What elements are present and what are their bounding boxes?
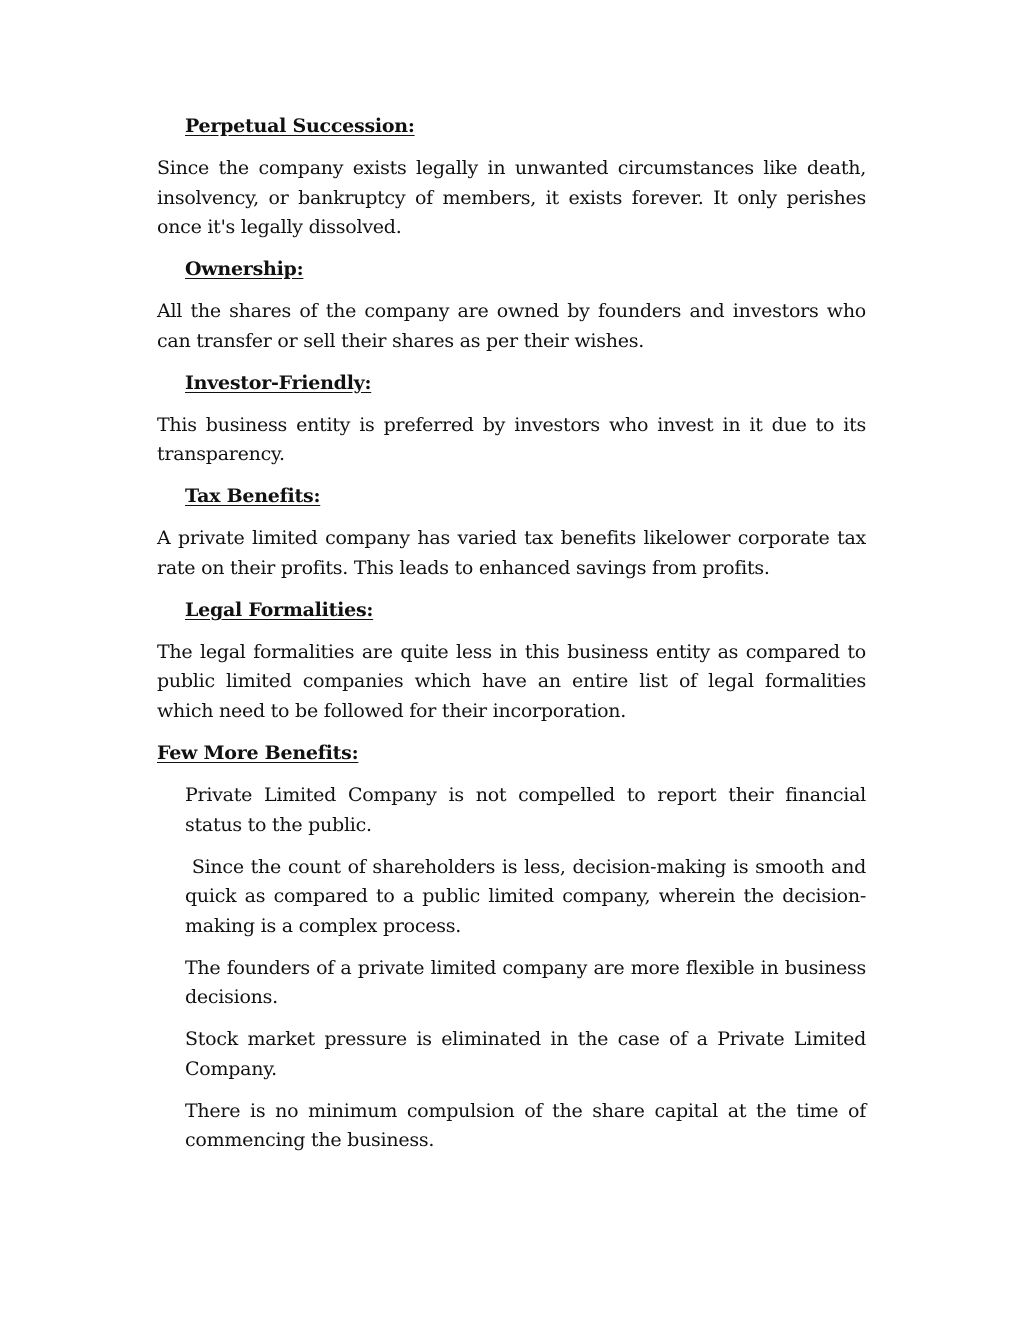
document-page <box>157 112 872 1168</box>
section-body-perpetual-succession: Since the company exists legally in unwanted circumstances like death, insolvency, or bankruptcy of members, it exists forever. It only perishes once it's legally dissolved. <box>157 156 866 239</box>
benefit-item: There is no minimum compulsion of the share capital at the time of commencing the business. <box>185 1099 866 1152</box>
section-heading-tax-benefits: Tax Benefits: <box>185 485 321 508</box>
benefit-item: Private Limited Company is not compelled to report their financial status to the public. <box>185 783 866 836</box>
few-more-benefits-heading: Few More Benefits: <box>157 742 359 764</box>
benefit-item: Since the count of shareholders is less, decision-making is smooth and quick as compared to a public limited company, wherein the decision-making is a complex process. <box>185 855 872 937</box>
section-heading-ownership: Ownership: <box>185 258 304 281</box>
section-heading-investor-friendly: Investor-Friendly: <box>185 371 372 394</box>
benefit-item: The founders of a private limited company are more flexible in business decisions. <box>185 956 866 1009</box>
section-body-legal-formalities: The legal formalities are quite less in this business entity as compared to public limited companies which have an entire list of legal formalities which need to be followed for their incorporation. <box>157 640 866 723</box>
section-body-tax-benefits: A private limited company has varied tax benefits likelower corporate tax rate on their profits. This leads to enhanced savings from profits. <box>157 527 866 579</box>
section-heading-perpetual-succession: Perpetual Succession: <box>185 115 415 137</box>
section-body-investor-friendly: This business entity is preferred by investors who invest in it due to its transparency. <box>157 413 866 466</box>
benefit-item: Stock market pressure is eliminated in the case of a Private Limited Company. <box>185 1028 866 1080</box>
section-heading-legal-formalities: Legal Formalities: <box>185 598 374 621</box>
section-body-ownership: All the shares of the company are owned by founders and investors who can transfer or sell their shares as per their wishes. <box>157 300 866 352</box>
